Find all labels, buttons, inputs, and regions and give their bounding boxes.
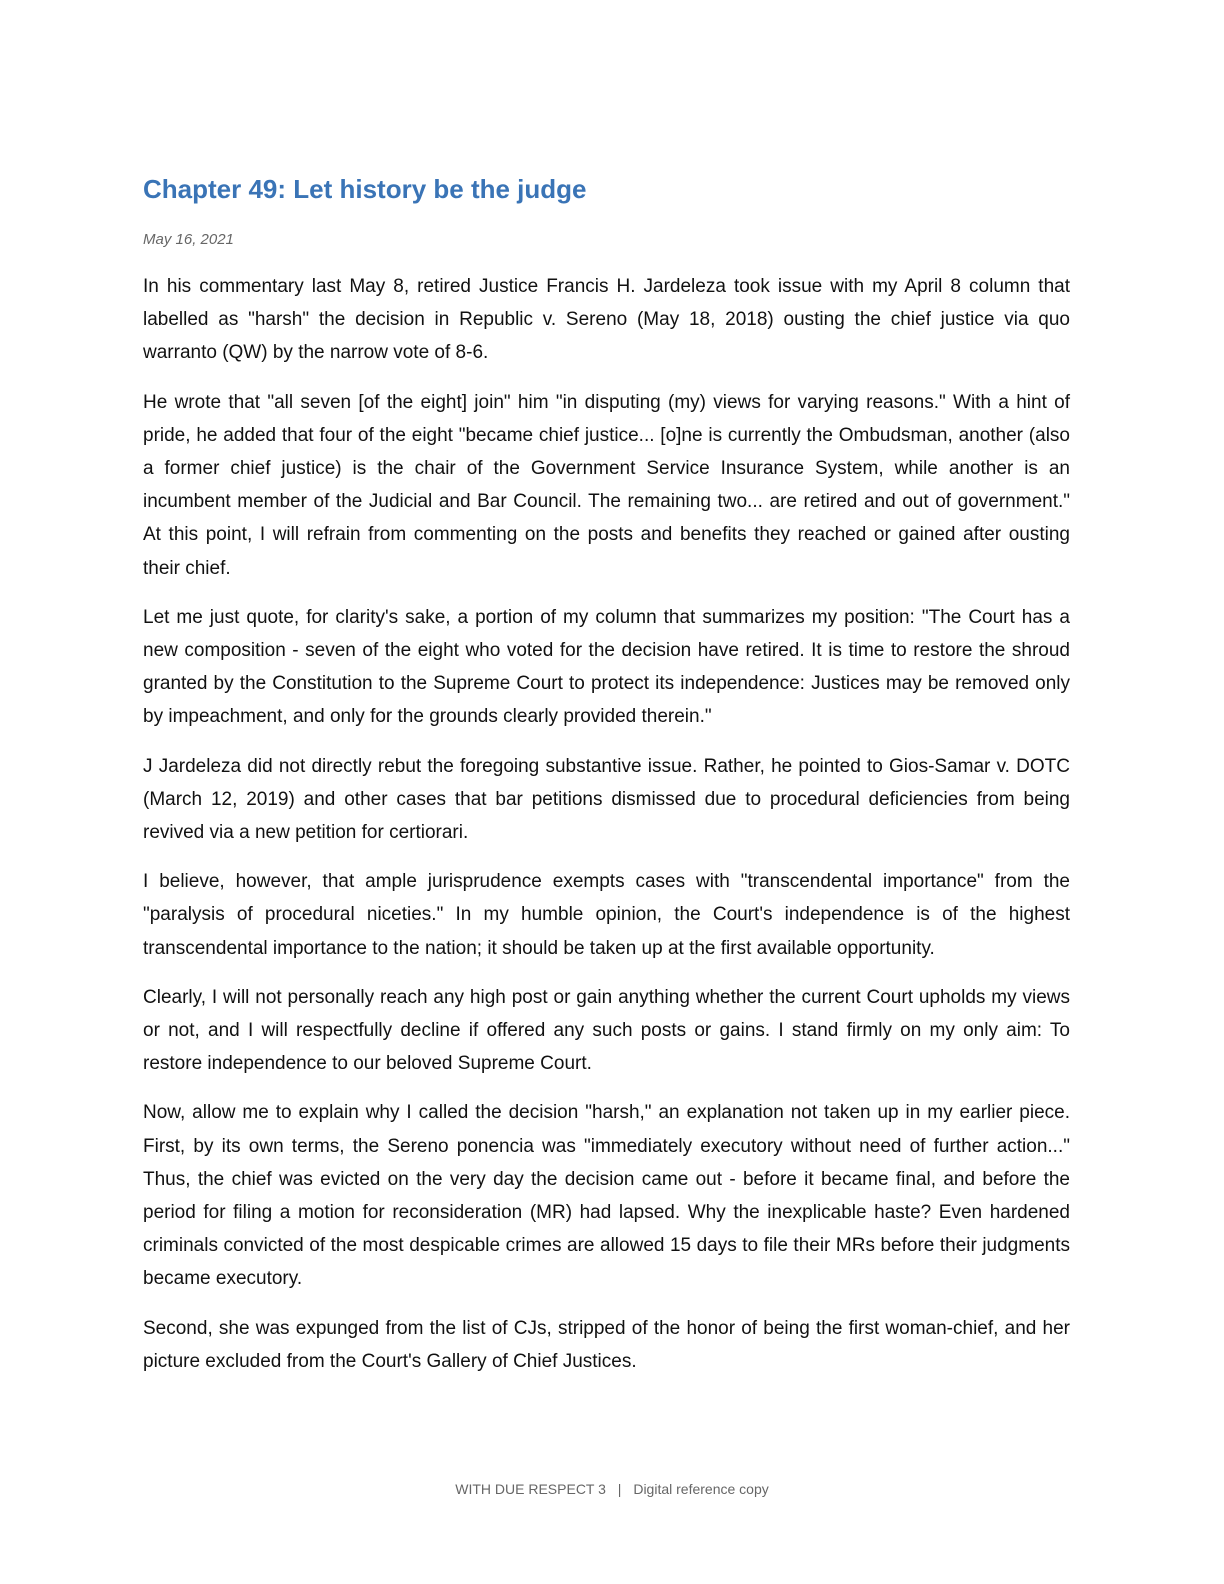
page-footer <box>0 1480 1224 1498</box>
footer-copy-note: Digital reference copy <box>633 1481 769 1497</box>
publication-date: May 16, 2021 <box>143 231 234 248</box>
paragraph-7: Now, allow me to explain why I called the decision "harsh," an explanation not taken up in my earlier piece. First, by its own terms, the Sereno ponencia was "immediately executory without need of further action..." Thus, the chief was evicted on the very day the decision came out - before it became final, and before the period for filing a motion for reconsideration (MR) had lapsed. Why the inexplicable haste? Even hardened criminals convicted of the most despicable crimes are allowed 15 days to file their MRs before their judgments became executory. <box>143 1102 1070 1290</box>
footer-separator: | <box>617 1481 622 1497</box>
footer-book-title: WITH DUE RESPECT 3 <box>455 1481 606 1497</box>
paragraph-1: In his commentary last May 8, retired Justice Francis H. Jardeleza took issue with my April 8 column that labelled as "harsh" the decision in Republic v. Sereno (May 18, 2018) ousting the chief justice via quo warranto (QW) by the narrow vote of 8-6. <box>143 276 1070 364</box>
document-page <box>143 170 1070 1394</box>
paragraph-5: I believe, however, that ample jurisprudence exempts cases with "transcendental importance" from the "paralysis of procedural niceties." In my humble opinion, the Court's independence is of the highest transcendental importance to the nation; it should be taken up at the first available opportunity. <box>143 871 1070 959</box>
paragraph-6: Clearly, I will not personally reach any high post or gain anything whether the current Court upholds my views or not, and I will respectfully decline if offered any such posts or gains. I stand firmly on my only aim: To restore independence to our beloved Supreme Court. <box>143 986 1070 1075</box>
chapter-title: Chapter 49: Let history be the judge <box>143 174 587 204</box>
paragraph-4: J Jardeleza did not directly rebut the foregoing substantive issue. Rather, he pointed to Gios-Samar v. DOTC (March 12, 2019) and other cases that bar petitions dismissed due to procedural deficiencies from being revived via a new petition for certiorari. <box>143 755 1070 844</box>
paragraph-8: Second, she was expunged from the list of CJs, stripped of the honor of being the first woman-chief, and her picture excluded from the Court's Gallery of Chief Justices. <box>143 1317 1070 1372</box>
paragraph-2: He wrote that "all seven [of the eight] join" him "in disputing (my) views for varying reasons." With a hint of pride, he added that four of the eight "became chief justice... [o]ne is currently the Ombudsman, another (also a former chief justice) is the chair of the Government Service Insurance System, while another is an incumbent member of the Judicial and Bar Council. The remaining two... are retired and out of government." At this point, I will refrain from commenting on the posts and benefits they reached or gained after ousting their chief. <box>143 391 1070 579</box>
paragraph-3: Let me just quote, for clarity's sake, a portion of my column that summarizes my position: "The Court has a new composition - seven of the eight who voted for the decision have retired. It is time to restore the shroud granted by the Constitution to the Supreme Court to protect its independence: Justices may be removed only by impeachment, and only for the grounds clearly provided therein." <box>143 606 1070 728</box>
